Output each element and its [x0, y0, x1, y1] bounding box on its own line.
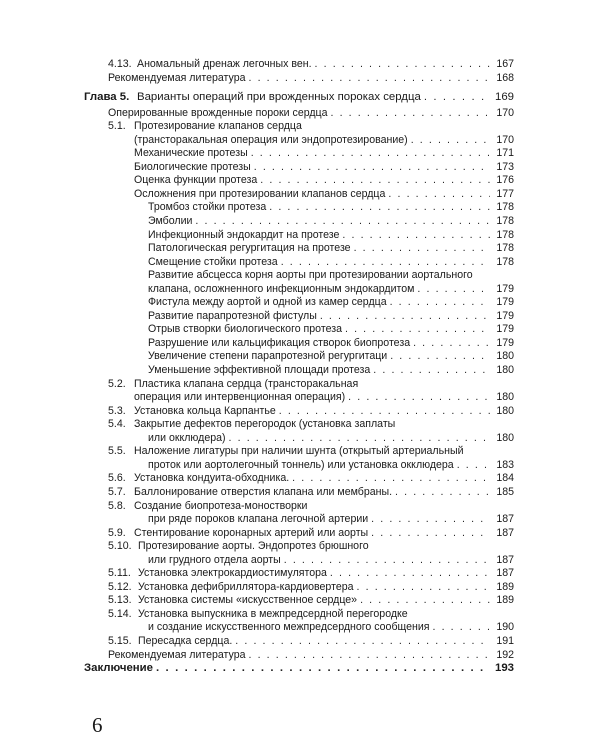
- toc-entry-page: 178: [496, 215, 514, 228]
- toc-entry[interactable]: [0, 337, 600, 351]
- toc-entry-title-line: Стентирование коронарных артерий или аорты: [134, 526, 369, 539]
- toc-entry-number: 5.5.: [108, 445, 126, 458]
- dot-leader: [292, 472, 490, 486]
- toc-entry-title-line: и создание искусственного межпредсердного сообщения: [148, 621, 430, 634]
- toc-entry-page: 180: [496, 431, 514, 444]
- toc-entry-title-line: Механические протезы: [134, 147, 248, 160]
- toc-entry-page: 167: [496, 58, 514, 70]
- toc-entry-page: 191: [496, 634, 514, 647]
- toc-entry-number: 5.3.: [108, 404, 126, 417]
- dot-leader: [235, 635, 490, 649]
- toc-entry-page: 180: [496, 391, 514, 404]
- dot-leader: [331, 107, 491, 121]
- dot-leader: [279, 405, 490, 419]
- toc-entry-page: 185: [496, 485, 514, 498]
- toc-entry-title-line: клапана, осложненного инфекционным эндокардитом: [148, 282, 415, 295]
- toc-entry-title-line: Пересадка сердца.: [138, 634, 233, 647]
- toc-entry-title-line: Закрытие дефектов перегородок (установка заплаты: [134, 418, 396, 431]
- toc-entry-page: 192: [496, 648, 514, 661]
- dot-leader: [424, 91, 490, 105]
- toc-entry-page: 187: [496, 567, 514, 580]
- toc-entry[interactable]: [0, 120, 600, 147]
- toc-entry-title-line: Баллонирование отверстия клапана или мембраны.: [134, 485, 393, 498]
- dot-leader: [342, 229, 490, 243]
- toc-entry-title-line: Эмболии: [148, 215, 193, 228]
- toc-entry-number: 5.4.: [108, 418, 126, 431]
- toc-entry-title-line: Рекомендуемая литература: [108, 71, 246, 84]
- toc-entry-number: 5.13.: [108, 594, 132, 607]
- dot-leader: [320, 310, 490, 324]
- toc-entry[interactable]: [0, 567, 600, 581]
- toc-entry[interactable]: [0, 188, 600, 202]
- toc-entry-title-line: Отрыв створки биологического протеза: [148, 323, 342, 336]
- toc-entry[interactable]: [0, 364, 600, 378]
- toc-entry-page: 168: [496, 71, 514, 84]
- toc-entry[interactable]: [0, 147, 600, 161]
- toc-entry-page: 176: [496, 174, 514, 187]
- toc-entry-title-line: проток или аортолегочный тоннель) или установка окклюдера: [148, 458, 454, 471]
- dot-leader: [248, 72, 490, 86]
- toc-entry[interactable]: [0, 635, 600, 649]
- toc-entry-title-line: Установка кондуита-обходника.: [134, 472, 290, 485]
- toc-entry-title-line: Разрушение или кальцификация створок биопротеза: [148, 336, 411, 349]
- toc-entry-title-line: операция или интервенционная операция): [134, 391, 346, 404]
- toc-entry-page: 178: [496, 255, 514, 268]
- toc-entry-title-line: Инфекционный эндокардит на протезе: [148, 228, 340, 241]
- toc-entry-page: 178: [496, 228, 514, 241]
- toc-entry[interactable]: [0, 445, 600, 472]
- toc-entry-title-line: Пластика клапана сердца (трансторакальная: [134, 377, 359, 390]
- dot-leader: [373, 364, 490, 378]
- toc-entry-title-line: Смещение стойки протеза: [148, 255, 278, 268]
- dot-leader: [345, 323, 490, 337]
- toc-entry-title-line: Уменьшение эффективной площади протеза: [148, 364, 371, 377]
- toc-entry[interactable]: [0, 323, 600, 337]
- toc-entry-title-line: или грудного отдела аорты: [148, 553, 281, 566]
- dot-leader: [417, 283, 490, 297]
- toc-entry[interactable]: [0, 649, 600, 663]
- toc-entry-page: 179: [496, 282, 514, 295]
- toc-entry-title-line: Установка электрокардиостимулятора: [138, 567, 327, 580]
- toc-entry-title-line: Протезирование аорты. Эндопротез брюшного: [138, 540, 369, 553]
- toc-entry-title-line: Заключение: [84, 662, 154, 675]
- toc-entry-number: 5.8.: [108, 499, 126, 512]
- dot-leader: [413, 337, 490, 351]
- dot-leader: [360, 594, 490, 608]
- dot-leader: [248, 649, 490, 663]
- toc-entry-title-line: Аномальный дренаж легочных вен.: [137, 58, 312, 70]
- dot-leader: [156, 662, 490, 676]
- toc-entry-page: 169: [494, 91, 514, 104]
- toc-entry[interactable]: [0, 540, 600, 567]
- toc-entry-title-line: Тромбоз стойки протеза: [148, 201, 267, 214]
- toc-entry-page: 189: [496, 580, 514, 593]
- toc-entry[interactable]: [0, 350, 600, 364]
- toc-entry-page: 190: [496, 621, 514, 634]
- toc-entry-page: 193: [494, 662, 514, 675]
- toc-entry[interactable]: [0, 527, 600, 541]
- dot-leader: [269, 201, 490, 215]
- dot-leader: [388, 188, 490, 202]
- toc-entry[interactable]: [0, 161, 600, 175]
- toc-entry-page: 183: [496, 458, 514, 471]
- dot-leader: [251, 147, 490, 161]
- dot-leader: [284, 554, 490, 568]
- toc-entry-page: 187: [496, 553, 514, 566]
- dot-leader: [357, 581, 490, 595]
- toc-entry-title-line: Рекомендуемая литература: [108, 648, 246, 661]
- dot-leader: [348, 391, 490, 405]
- toc-entry[interactable]: [0, 256, 600, 270]
- toc-entry-number: 5.9.: [108, 526, 126, 539]
- dot-leader: [330, 567, 490, 581]
- toc-entry[interactable]: [0, 405, 600, 419]
- dot-leader: [254, 161, 490, 175]
- toc-entry-page: 178: [496, 201, 514, 214]
- toc-entry[interactable]: [0, 269, 600, 296]
- table-of-contents: [0, 58, 600, 676]
- toc-entry-page: 180: [496, 350, 514, 363]
- toc-entry[interactable]: [0, 215, 600, 229]
- toc-entry-title-line: Патологическая регургитация на протезе: [148, 242, 351, 255]
- toc-entry-title-line: Фистула между аортой и одной из камер сердца: [148, 296, 387, 309]
- toc-entry-title-line: Увеличение степени парапротезной регургитаци: [148, 350, 388, 363]
- toc-entry-page: 187: [496, 526, 514, 539]
- toc-entry[interactable]: [0, 500, 600, 527]
- toc-entry[interactable]: [0, 58, 600, 72]
- toc-entry-page: 179: [496, 336, 514, 349]
- dot-leader: [229, 432, 490, 446]
- toc-entry-title-line: или окклюдера): [148, 431, 226, 444]
- toc-entry-title-line: Наложение лигатуры при наличии шунта (открытый артериальный: [134, 445, 464, 458]
- toc-entry[interactable]: [0, 174, 600, 188]
- toc-entry-number: 5.11.: [108, 567, 131, 580]
- toc-entry[interactable]: [0, 310, 600, 324]
- toc-entry-title-line: Создание биопротеза-моностворки: [134, 499, 308, 512]
- toc-entry-number: 5.15.: [108, 634, 132, 647]
- toc-entry-page: 180: [496, 404, 514, 417]
- toc-entry-page: 184: [496, 472, 514, 485]
- toc-entry-page: 170: [496, 106, 514, 119]
- toc-entry-page: 170: [496, 133, 514, 146]
- dot-leader: [457, 459, 490, 473]
- toc-entry-title-line: Развитие парапротезной фистулы: [148, 309, 317, 322]
- dot-leader: [371, 527, 490, 541]
- dot-leader: [433, 621, 491, 635]
- toc-entry-title-line: Развитие абсцесса корня аорты при протезировании аортального: [148, 269, 473, 282]
- toc-entry-number: 5.10.: [108, 540, 132, 553]
- toc-entry[interactable]: [0, 229, 600, 243]
- toc-entry[interactable]: [0, 472, 600, 486]
- toc-entry-title-line: (трансторакальная операция или эндопротезирование): [134, 133, 408, 146]
- toc-entry-title-line: при ряде пороков клапана легочной артерии: [148, 513, 369, 526]
- toc-entry-title-line: Протезирование клапанов сердца: [134, 120, 302, 133]
- dot-leader: [371, 513, 490, 527]
- toc-entry[interactable]: [0, 418, 600, 445]
- toc-entry-title-line: Установка кольца Карпантье: [134, 404, 276, 417]
- toc-entry-title-line: Установка выпускника в межпредсердной перегородке: [138, 607, 408, 620]
- toc-entry-page: 173: [496, 160, 514, 173]
- toc-entry-number: Глава 5.: [84, 91, 130, 104]
- toc-entry[interactable]: [0, 296, 600, 310]
- toc-entry-title-line: Биологические протезы: [134, 160, 251, 173]
- toc-entry-page: 179: [496, 309, 514, 322]
- toc-entry[interactable]: [0, 72, 600, 86]
- dot-leader: [281, 256, 490, 270]
- dot-leader: [411, 134, 490, 148]
- toc-entry-title-line: Осложнения при протезировании клапанов сердца: [134, 187, 386, 200]
- toc-entry[interactable]: [0, 378, 600, 405]
- toc-entry-page: 178: [496, 242, 514, 255]
- toc-entry-number: 5.14.: [108, 607, 132, 620]
- toc-entry[interactable]: [0, 608, 600, 635]
- toc-entry-number: 5.12.: [108, 580, 132, 593]
- toc-entry-page: 179: [496, 296, 514, 309]
- toc-entry-title-line: Оперированные врожденные пороки сердца: [108, 106, 328, 119]
- toc-entry-page: 179: [496, 323, 514, 336]
- dot-leader: [354, 242, 490, 256]
- toc-entry-number: 5.6.: [108, 472, 126, 485]
- dot-leader: [260, 174, 490, 188]
- toc-entry-page: 171: [496, 147, 514, 160]
- toc-entry-number: 5.7.: [108, 485, 126, 498]
- toc-entry[interactable]: [0, 486, 600, 500]
- page-number: 6: [92, 713, 103, 737]
- toc-entry-number: 5.2.: [108, 377, 126, 390]
- toc-entry-page: 180: [496, 364, 514, 377]
- toc-entry-page: 187: [496, 513, 514, 526]
- dot-leader: [390, 296, 490, 310]
- toc-entry-title-line: Варианты операций при врожденных пороках сердца: [137, 91, 421, 104]
- toc-entry[interactable]: [0, 107, 600, 121]
- dot-leader: [395, 486, 490, 500]
- toc-entry[interactable]: [0, 91, 600, 105]
- toc-entry[interactable]: [0, 594, 600, 608]
- toc-entry-number: 4.13.: [108, 58, 132, 70]
- toc-entry-title-line: Установка системы «искусственное сердце»: [138, 594, 358, 607]
- toc-entry-title-line: Установка дефибриллятора-кардиовертера: [138, 580, 354, 593]
- toc-entry[interactable]: [0, 662, 600, 676]
- toc-entry[interactable]: [0, 581, 600, 595]
- dot-leader: [315, 58, 490, 72]
- toc-entry-number: 5.1.: [108, 120, 126, 133]
- toc-entry-page: 189: [496, 594, 514, 607]
- toc-entry[interactable]: [0, 242, 600, 256]
- dot-leader: [195, 215, 490, 229]
- toc-entry-title-line: Оценка функции протеза: [134, 174, 258, 187]
- toc-entry[interactable]: [0, 201, 600, 215]
- dot-leader: [390, 350, 490, 364]
- toc-entry-page: 177: [496, 187, 514, 200]
